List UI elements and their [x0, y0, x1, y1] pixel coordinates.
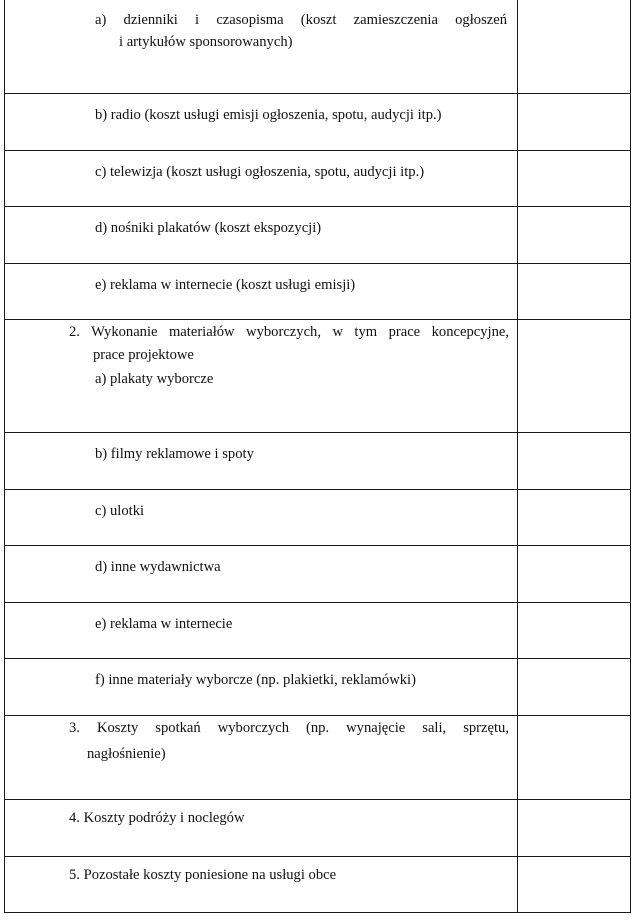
table-row — [5, 856, 631, 912]
description-cell — [5, 0, 518, 93]
table-row — [5, 206, 631, 263]
table-row — [5, 602, 631, 658]
amount-cell[interactable] — [518, 856, 631, 912]
section-heading: 3. Koszty spotkań wyborczych (np. wynajęcie sali, sprzętu, — [69, 719, 509, 736]
description-cell — [5, 263, 518, 319]
table-row — [5, 263, 631, 319]
table-row — [5, 150, 631, 206]
description-cell — [5, 856, 518, 912]
description-cell — [5, 489, 518, 545]
table-row — [5, 715, 631, 799]
table-row — [5, 0, 631, 93]
description-cell — [5, 602, 518, 658]
description-cell — [5, 545, 518, 602]
table-row — [5, 658, 631, 715]
description-cell — [5, 799, 518, 856]
table-row — [5, 432, 631, 489]
amount-cell[interactable] — [518, 545, 631, 602]
description-cell — [5, 150, 518, 206]
amount-cell[interactable] — [518, 658, 631, 715]
row-label: b) filmy reklamowe i spoty — [95, 445, 254, 462]
description-cell — [5, 432, 518, 489]
amount-cell[interactable] — [518, 93, 631, 150]
row-label: a) plakaty wyborcze — [95, 370, 214, 387]
row-label: b) radio (koszt usługi emisji ogłoszenia, spotu, audycji itp.) — [95, 106, 442, 123]
cost-report-sheet — [4, 0, 630, 913]
table-row — [5, 93, 631, 150]
row-label-continuation: i artykułów sponsorowanych) — [119, 34, 293, 50]
table-row — [5, 545, 631, 602]
description-cell — [5, 93, 518, 150]
section-heading-continuation: prace projektowe — [93, 346, 194, 363]
table-row — [5, 489, 631, 545]
description-cell — [5, 206, 518, 263]
amount-cell[interactable] — [518, 150, 631, 206]
amount-cell[interactable] — [518, 489, 631, 545]
amount-cell[interactable] — [518, 432, 631, 489]
row-label: e) reklama w internecie — [95, 615, 233, 632]
section-heading-continuation: nagłośnienie) — [87, 745, 166, 762]
amount-cell[interactable] — [518, 799, 631, 856]
row-label: f) inne materiały wyborcze (np. plakietki, reklamówki) — [95, 671, 416, 688]
election-cost-table — [4, 0, 631, 913]
description-cell — [5, 715, 518, 799]
amount-cell[interactable] — [518, 319, 631, 432]
description-cell — [5, 658, 518, 715]
row-label: d) nośniki plakatów (koszt ekspozycji) — [95, 219, 322, 236]
table-row — [5, 319, 631, 432]
section-heading: 5. Pozostałe koszty poniesione na usługi obce — [69, 866, 337, 883]
table-row — [5, 799, 631, 856]
row-label: e) reklama w internecie (koszt usługi emisji) — [95, 276, 356, 293]
amount-cell[interactable] — [518, 0, 631, 93]
section-heading: 4. Koszty podróży i noclegów — [69, 809, 245, 826]
amount-cell[interactable] — [518, 602, 631, 658]
amount-cell[interactable] — [518, 206, 631, 263]
description-cell — [5, 319, 518, 432]
section-heading: 2. Wykonanie materiałów wyborczych, w tym prace koncepcyjne, — [69, 323, 509, 340]
row-label: a) dzienniki i czasopisma (koszt zamieszczenia ogłoszeń — [95, 12, 507, 28]
row-label: d) inne wydawnictwa — [95, 558, 221, 575]
amount-cell[interactable] — [518, 263, 631, 319]
amount-cell[interactable] — [518, 715, 631, 799]
row-label: c) telewizja (koszt usługi ogłoszenia, spotu, audycji itp.) — [95, 163, 425, 180]
row-label: c) ulotki — [95, 502, 145, 519]
